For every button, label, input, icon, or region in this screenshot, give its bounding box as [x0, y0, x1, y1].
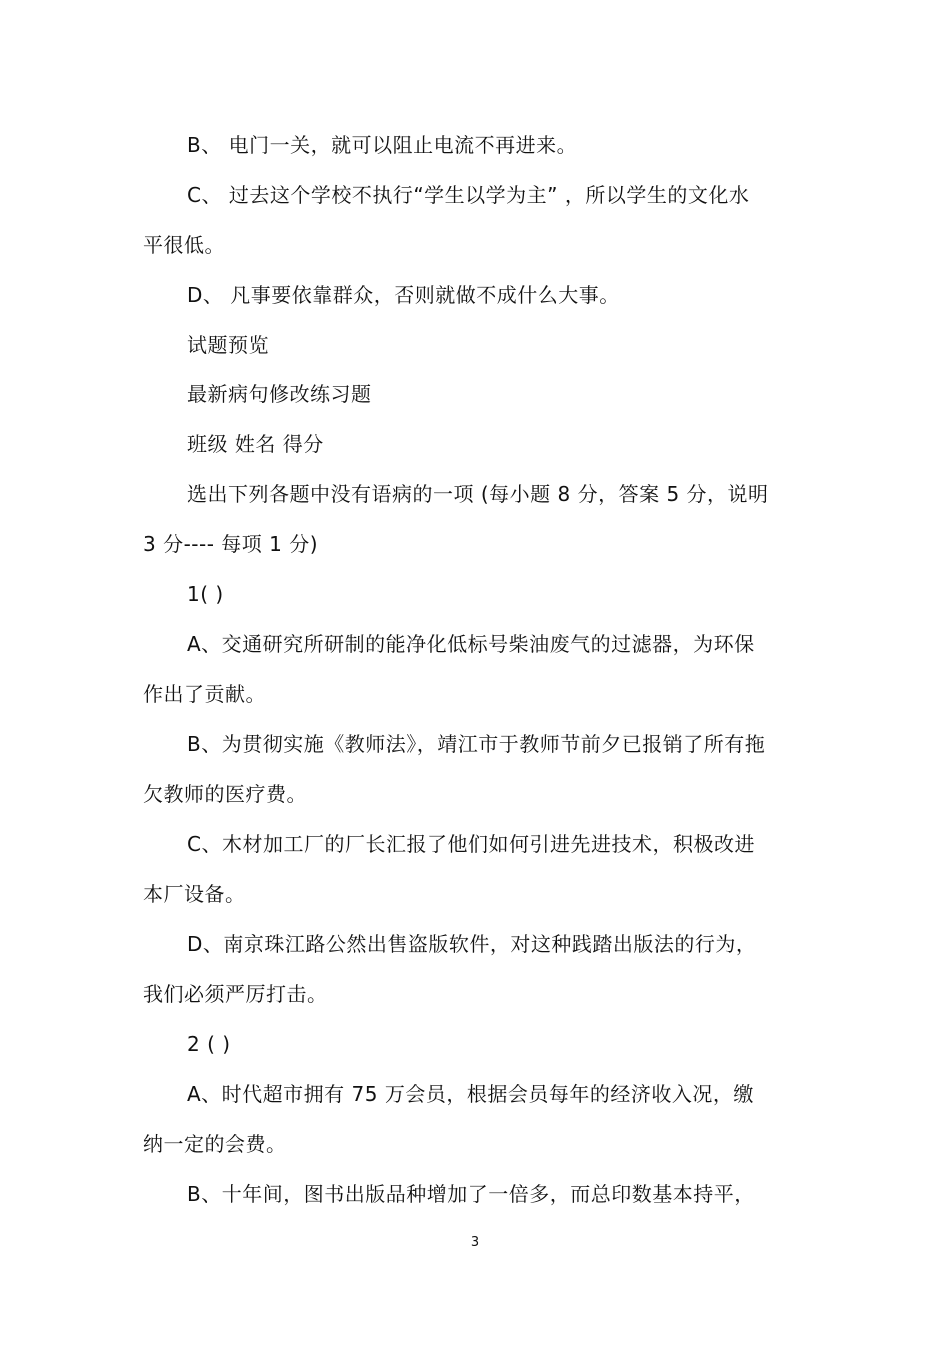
question-number: 1( ): [187, 582, 224, 606]
option-line: 纳一定的会费。: [143, 1132, 287, 1156]
option-line: 本厂设备。: [143, 882, 246, 906]
question-number: 2 ( ): [187, 1032, 231, 1056]
text-line: B、 电门一关，就可以阻止电流不再进来。: [187, 133, 578, 157]
option-line: B、十年间，图书出版品种增加了一倍多，而总印数基本持平，: [187, 1182, 755, 1206]
document-title: 最新病句修改练习题: [187, 382, 372, 406]
option-line: 欠教师的医疗费。: [143, 782, 307, 806]
page-number: 3: [470, 1235, 480, 1250]
instruction-line: 选出下列各题中没有语病的一项 (每小题 8 分，答案 5 分，说明: [187, 482, 769, 506]
section-heading: 试题预览: [187, 333, 269, 357]
option-line: 我们必须严厉打击。: [143, 982, 328, 1006]
instruction-line: 3 分---- 每项 1 分): [143, 532, 319, 556]
class-name-score-line: 班级 姓名 得分: [187, 432, 324, 456]
option-line: B、为贯彻实施《教师法》，靖江市于教师节前夕已报销了所有拖: [187, 732, 766, 756]
text-line: D、 凡事要依靠群众，否则就做不成什么大事。: [187, 283, 620, 307]
option-line: 作出了贡献。: [143, 682, 266, 706]
option-line: A、时代超市拥有 75 万会员，根据会员每年的经济收入况，缴: [187, 1082, 754, 1106]
text-line: C、 过去这个学校不执行“学生以学为主” ，所以学生的文化水: [187, 183, 750, 207]
option-line: D、南京珠江路公然出售盗版软件，对这种践踏出版法的行为，: [187, 932, 757, 956]
text-line: 平很低。: [143, 233, 225, 257]
option-line: C、木材加工厂的厂长汇报了他们如何引进先进技术，积极改进: [187, 832, 755, 856]
option-line: A、交通研究所研制的能净化低标号柴油废气的过滤器，为环保: [187, 632, 755, 656]
